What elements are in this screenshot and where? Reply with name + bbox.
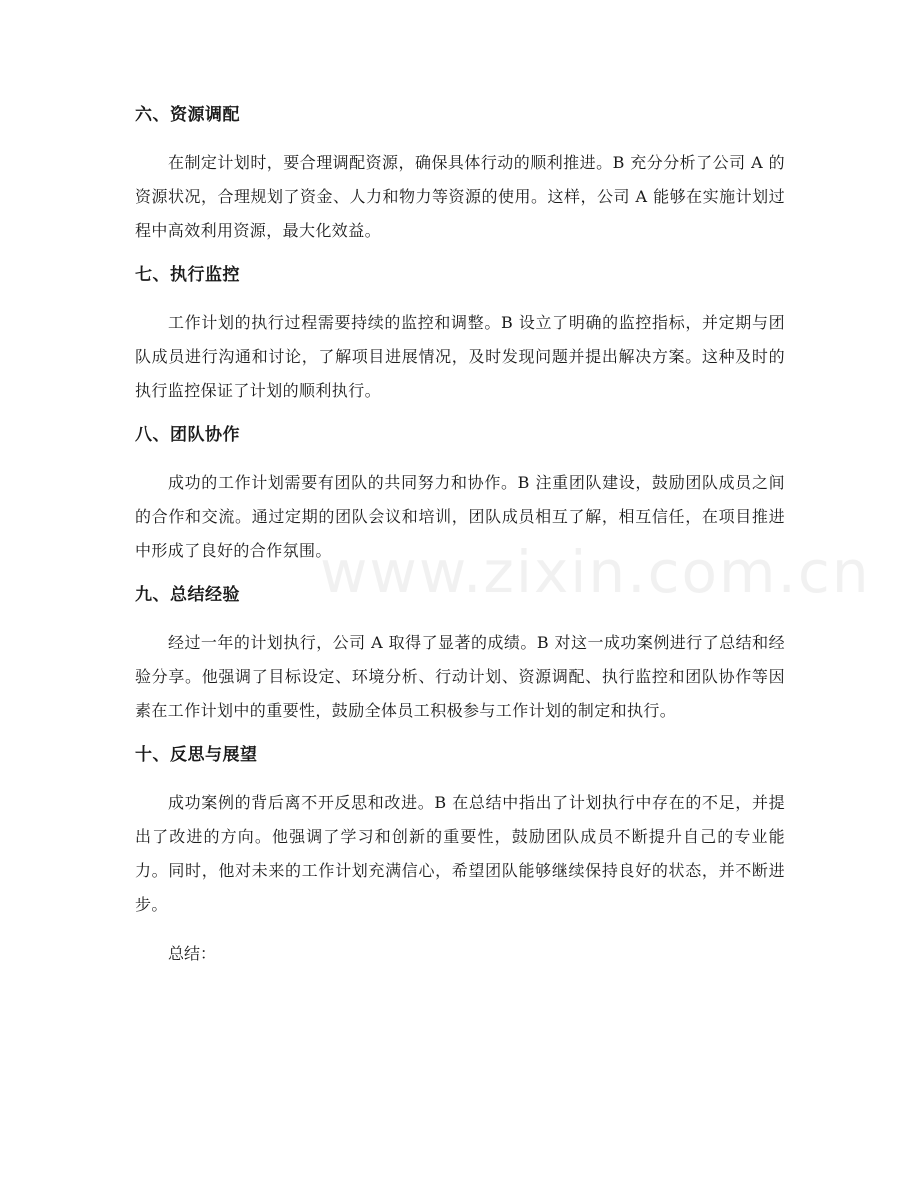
- section-heading-execution-monitoring: 七、执行监控: [135, 265, 240, 285]
- section-body-team-collaboration: 成功的工作计划需要有团队的共同努力和协作。B 注重团队建设，鼓励团队成员之间的合作和交流。通过定期的团队会议和培训，团队成员相互了解，相互信任，在项目推进中形成了良好的合作氛围。: [135, 473, 785, 560]
- section-heading-resource-allocation: 六、资源调配: [135, 105, 240, 125]
- section-body-resource-allocation: 在制定计划时，要合理调配资源，确保具体行动的顺利推进。B 充分分析了公司 A 的资源状况，合理规划了资金、人力和物力等资源的使用。这样，公司 A 能够在实施计划过程中高效利用资源，最大化效益。: [135, 153, 785, 240]
- summary-label: 总结：: [168, 944, 217, 963]
- section-body-execution-monitoring: 工作计划的执行过程需要持续的监控和调整。B 设立了明确的监控指标，并定期与团队成员进行沟通和讨论，了解项目进展情况，及时发现问题并提出解决方案。这种及时的执行监控保证了计划的顺利执行。: [135, 313, 785, 400]
- watermark: www.zixin.com.cn: [320, 538, 871, 606]
- document-content: [135, 103, 785, 971]
- section-heading-reflection-outlook: 十、反思与展望: [135, 745, 258, 765]
- section-heading-summarize-experience: 九、总结经验: [135, 585, 240, 605]
- section-body-reflection-outlook: 成功案例的背后离不开反思和改进。B 在总结中指出了计划执行中存在的不足，并提出了改进的方向。他强调了学习和创新的重要性，鼓励团队成员不断提升自己的专业能力。同时，他对未来的工作计划充满信心，希望团队能够继续保持良好的状态，并不断进步。: [135, 793, 785, 914]
- section-body-summarize-experience: 经过一年的计划执行，公司 A 取得了显著的成绩。B 对这一成功案例进行了总结和经验分享。他强调了目标设定、环境分析、行动计划、资源调配、执行监控和团队协作等因素在工作计划中的重要性，鼓励全体员工积极参与工作计划的制定和执行。: [135, 633, 785, 720]
- section-heading-team-collaboration: 八、团队协作: [135, 425, 240, 445]
